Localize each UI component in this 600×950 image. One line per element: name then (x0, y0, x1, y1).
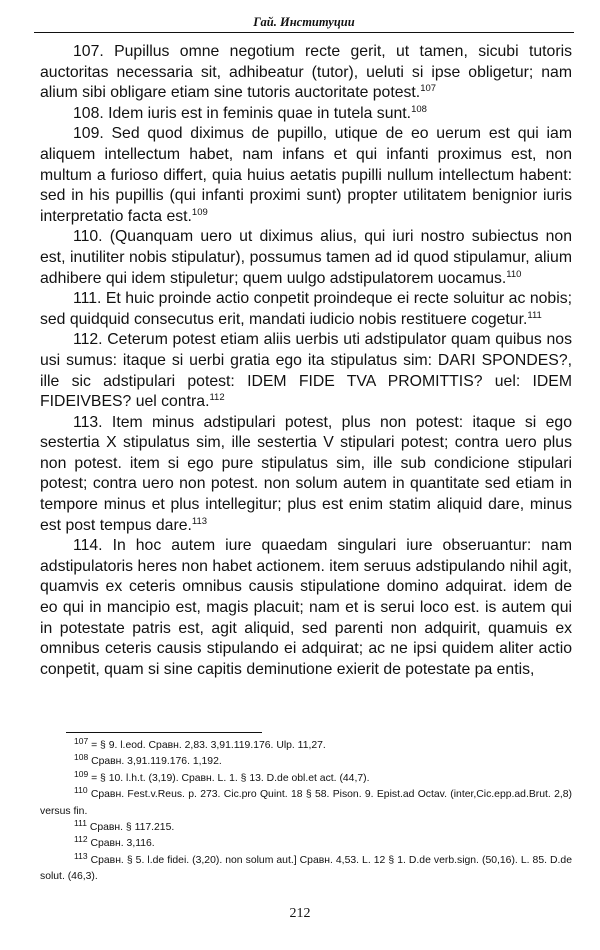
footnote-number: 111 (74, 818, 87, 829)
main-text (40, 42, 572, 680)
footnote-ref: 108 (411, 103, 427, 115)
paragraph: 112. Ceterum potest etiam aliis uerbis uti adstipulator quam quibus nos usi sumus: itaque si uerbi gratia ego ita stipulatus sim: DARI SPONDES?, ille sic adstipulari potest: IDEM FIDE TVA PROMITTIS? uel: IDEM FIDEIVBES? uel contra.$^{112}$ (40, 331, 572, 411)
footnote-number: 107 (74, 736, 89, 746)
footnote-ref: 109 (191, 206, 208, 218)
footnote: $^{111}$ Сравн. § 117.215. (74, 818, 175, 834)
footnote: $^{113}$ Сравн. § 5. l.de fidei. (3,20). non solum aut.] Сравн. 4,53. L. 12 § 1. D.de verb.sign. (50,16). L. 85. D.de solut. (46,3). (40, 850, 572, 883)
footnote: $^{112}$ Сравн. 3,116. (74, 834, 155, 850)
footnotes (40, 738, 572, 886)
paragraph: 113. Item minus adstipulari potest, plus non potest: itaque si ego sestertia X stipulatus sim, ille sestertia V stipulari potest; contra uero plus non potest. item si ego pure stipulatus sim, ille sub condicione stipulari potest; contra uero non potest. non solum autem in quantitate sed etiam in tempore minus et plus intellegitur; plus est enim statim aliquid dare, minus est post tempus dare.$^{113}$ (40, 413, 572, 534)
footnote-number: 110 (74, 785, 88, 796)
running-header: Гай. Институции (34, 14, 574, 33)
footnote-number: 113 (74, 850, 88, 861)
paragraph: 109. Sed quod diximus de pupillo, utique de eo uerum est qui iam aliquem intellectum habet, nam infans et qui infanti proximus est, non multum a furioso differt, quia huius aetatis pupilli nullum intellectum habent: sed in his pupillis (qui infanti proximi sunt) propter utilitatem benignior iuris interpretatio facta est.$^{109}$ (40, 125, 572, 225)
paragraph: 111. Et huic proinde actio conpetit proindeque ei recte soluitur ac nobis; sed quidquid consecutus erit, mandati iudicio nobis restituere cogetur.$^{111}$ (40, 290, 572, 328)
footnote: $^{109}$ = § 10. l.h.t. (3,19). Сравн. L. 1. § 13. D.de obl.et act. (44,7). (74, 768, 370, 784)
footnote-ref: 113 (191, 515, 208, 527)
paragraph: 108. Idem iuris est in feminis quae in tutela sunt.$^{108}$ (73, 103, 427, 122)
footnote-ref: 111 (527, 309, 542, 321)
footnote-number: 108 (74, 752, 89, 763)
footnote: $^{107}$ = § 9. l.eod. Сравн. 2,83. 3,91.119.176. Ulp. 11,27. (74, 736, 326, 751)
footnote-ref: 112 (209, 392, 225, 404)
paragraph: 114. In hoc autem iure quaedam singulari iure obseruantur: nam adstipulatoris heres non habet actionem. item seruus adstipulando nihil agit, quamvis ex ceteris omnibus causis stipulatione domino adquirat. idem de eo qui in mancipio est, magis placuit; nam et is serui loco est. is autem qui in potestate patris est, agit aliquid, sed parenti non adquirit, quamuis ex omnibus ceteris causis stipulando ei adquirat; ac ne ipsi quidem aliter actio conpetit, quam si sine capitis deminutione exierit de potestate pa entis, (40, 537, 572, 678)
paragraph: 107. Pupillus omne negotium recte gerit, ut tamen, sicubi tutoris auctoritas necessaria sit, adhibeatur (tutor), ueluti si ipse obligetur; nam alium sibi obligare etiam sine tutoris auctoritate potest.$^{107}$ (40, 43, 572, 102)
footnote-number: 112 (74, 834, 88, 845)
page-number: 212 (289, 906, 311, 921)
footnote: $^{108}$ Сравн. 3,91.119.176. 1,192. (74, 752, 222, 768)
footnote-ref: 110 (506, 268, 522, 280)
paragraph: 110. (Quanquam uero ut diximus alius, qui iuri nostro subiectus non est, inutiliter nobis stipulatur), possumus tamen ad id quod stipulamur, alium adhibere qui idem stipuletur; quem uulgo adstipulatorem uocamus.$^{110}$ (40, 228, 572, 287)
footnote-ref: 107 (420, 83, 437, 95)
footnote-number: 109 (74, 768, 89, 779)
footnote: $^{110}$ Сравн. Fest.v.Reus. p. 273. Cic.pro Quint. 18 § 58. Pison. 9. Epist.ad Octav. (inter,Cic.epp.ad.Brut. 2,8) versus fin. (40, 785, 572, 817)
footnote-divider (66, 732, 262, 733)
